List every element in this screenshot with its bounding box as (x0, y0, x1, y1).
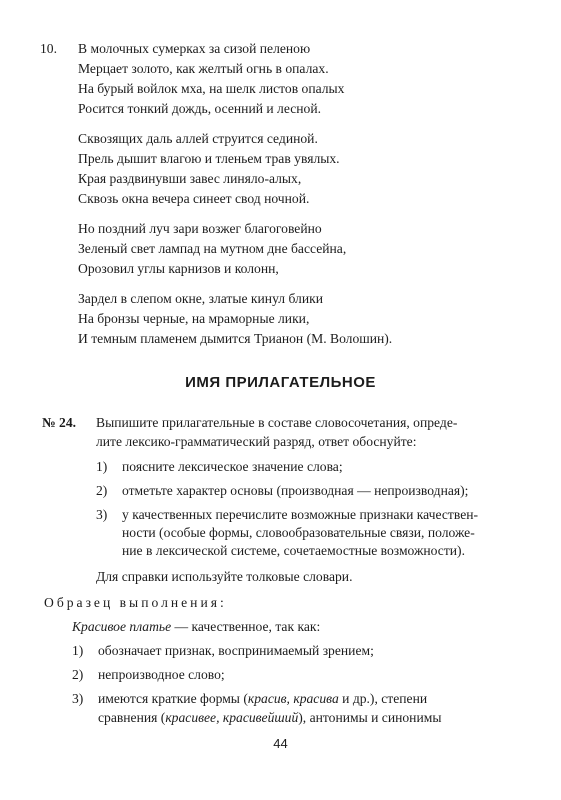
poem-line: Сквозящих даль аллей струится сединой. (78, 131, 318, 146)
task-item-text: поясните лексическое значение слова; (122, 459, 343, 474)
task-intro-line: лите лексико-грамматический разряд, ответ обоснуйте: (96, 434, 417, 449)
task-item-text: отметьте характер основы (производная — непроизводная); (122, 483, 469, 498)
poem-line: В молочных сумерках за сизой пеленою (78, 41, 311, 56)
task-item-text: ние в лексической системе, сочетаемостные возможности). (122, 543, 465, 558)
poem-line: Орозовил углы карнизов и колонн, (78, 261, 279, 276)
task-item-text: ности (особые формы, словообразовательные связи, положе- (122, 525, 475, 540)
reference-note: Для справки используйте толковые словари. (96, 569, 353, 584)
sample-phrase-italic: Красивое платье (72, 619, 172, 634)
sample-item-text: непроизводное слово; (98, 667, 225, 682)
task-number: № 24. (42, 415, 77, 430)
sample-item-text (98, 709, 441, 727)
page-number: 44 (273, 736, 288, 751)
sample-heading: Образец выполнения: (44, 595, 227, 610)
poem-line: Росится тонкий дождь, осенний и лесной. (78, 101, 321, 116)
sample-item-text (98, 690, 427, 708)
sample-phrase-rest: — качественное, так как: (171, 619, 321, 634)
italic-run: красив, красива (247, 691, 339, 706)
poem-line: Сквозь окна вечера синеет свод ночной. (78, 191, 310, 206)
task-item-text: у качественных перечислите возможные признаки качествен- (122, 507, 479, 522)
poem-line: И темным пламенем дымится Трианон (М. Волошин). (78, 331, 393, 346)
task-intro-line: Выпишите прилагательные в составе словосочетания, опреде- (96, 415, 458, 430)
italic-run: красивее, красивейший (165, 710, 299, 725)
section-title: ИМЯ ПРИЛАГАТЕЛЬНОЕ (185, 374, 376, 391)
sample-item-marker: 2) (72, 667, 84, 682)
text-run: имеются краткие формы ( (98, 691, 248, 706)
poem-number: 10. (40, 41, 57, 56)
text-run: ), антонимы и синонимы (298, 710, 442, 725)
sample-item-marker: 1) (72, 643, 84, 658)
poem-line: На бронзы черные, на мраморные лики, (78, 311, 310, 326)
poem-line: Зардел в слепом окне, златые кинул блики (78, 291, 323, 306)
poem-line: Зеленый свет лампад на мутном дне бассейна, (78, 241, 347, 256)
sample-item-text: обозначает признак, воспринимаемый зрением; (98, 643, 374, 658)
text-run: сравнения ( (98, 710, 166, 725)
task-item-marker: 1) (96, 459, 108, 474)
poem-line: Прель дышит влагою и тленьем трав увялых. (78, 151, 340, 166)
poem-line: На бурый войлок мха, на шелк листов опалых (78, 81, 345, 96)
poem-line: Мерцает золото, как желтый огнь в опалах. (78, 61, 329, 76)
task-item-marker: 3) (96, 507, 108, 522)
sample-phrase (72, 618, 320, 636)
text-run: и др.), степени (338, 691, 428, 706)
poem-line: Края раздвинувши завес линяло-алых, (78, 171, 302, 186)
poem-line: Но поздний луч зари возжег благоговейно (78, 221, 322, 236)
task-item-marker: 2) (96, 483, 108, 498)
sample-item-marker: 3) (72, 691, 84, 706)
